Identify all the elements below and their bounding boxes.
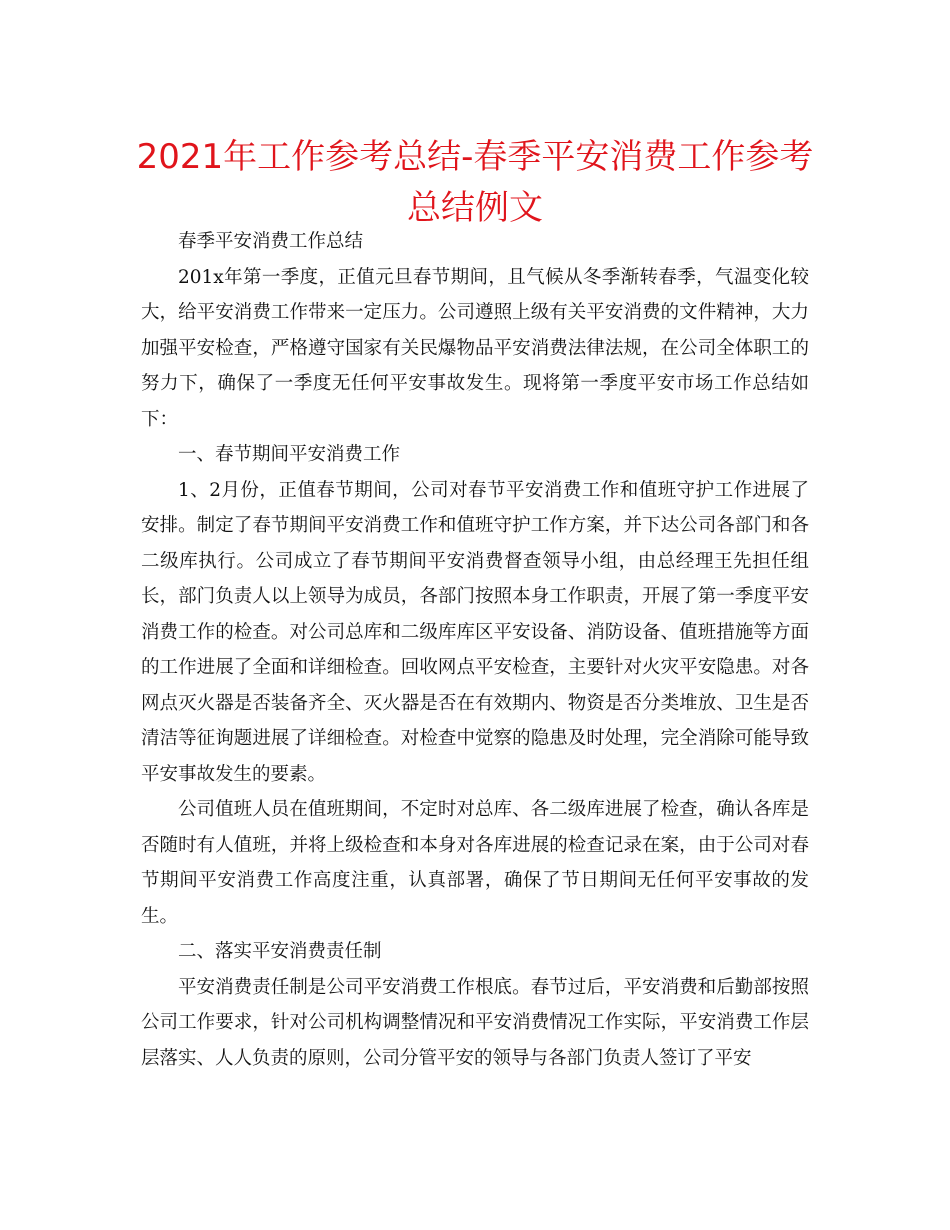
- section-heading-2: 二、落实平安消费责任制: [178, 941, 382, 962]
- document-body: [141, 224, 809, 1076]
- document-title: 2021年工作参考总结-春季平安消费工作参考总结例文: [136, 137, 814, 228]
- paragraph-section-1b: 公司值班人员在值班期间，不定时对总库、各二级库进展了检查，确认各库是否随时有人值班，并将上级检查和本身对各库进展的检查记录在案，由于公司对春节期间平安消费工作高度注重，认真部署，确保了节日期间无任何平安事故的发生。: [141, 799, 809, 927]
- section-heading-1: 一、春节期间平安消费工作: [178, 444, 401, 465]
- paragraph-intro: 201x年第一季度，正值元旦春节期间，且气候从冬季渐转春季，气温变化较大，给平安消费工作带来一定压力。公司遵照上级有关平安消费的文件精神，大力加强平安检查，严格遵守国家有关民爆物品平安消费法律法规，在公司全体职工的努力下，确保了一季度无任何平安事故发生。现将第一季度平安市场工作总结如下：: [141, 266, 809, 430]
- paragraph-section-1a: 1、2月份，正值春节期间，公司对春节平安消费工作和值班守护工作进展了安排。制定了春节期间平安消费工作和值班守护工作方案，并下达公司各部门和各二级库执行。公司成立了春节期间平安消费督查领导小组，由总经理王先担任组长，部门负责人以上领导为成员，各部门按照本身工作职责，开展了第一季度平安消费工作的检查。对公司总库和二级库库区平安设备、消防设备、值班措施等方面的工作进展了全面和详细检查。回收网点平安检查，主要针对火灾平安隐患。对各网点灭火器是否装备齐全、灭火器是否在有效期内、物资是否分类堆放、卫生是否清洁等征询题进展了详细检查。对检查中觉察的隐患及时处理，完全消除可能导致平安事故发生的要素。: [141, 479, 809, 785]
- paragraph-subtitle: 春季平安消费工作总结: [178, 231, 364, 252]
- paragraph-section-2a: 平安消费责任制是公司平安消费工作根底。春节过后，平安消费和后勤部按照公司工作要求，针对公司机构调整情况和平安消费情况工作实际，平安消费工作层层落实、人人负责的原则，公司分管平安的领导与各部门负责人签订了平安: [141, 976, 809, 1069]
